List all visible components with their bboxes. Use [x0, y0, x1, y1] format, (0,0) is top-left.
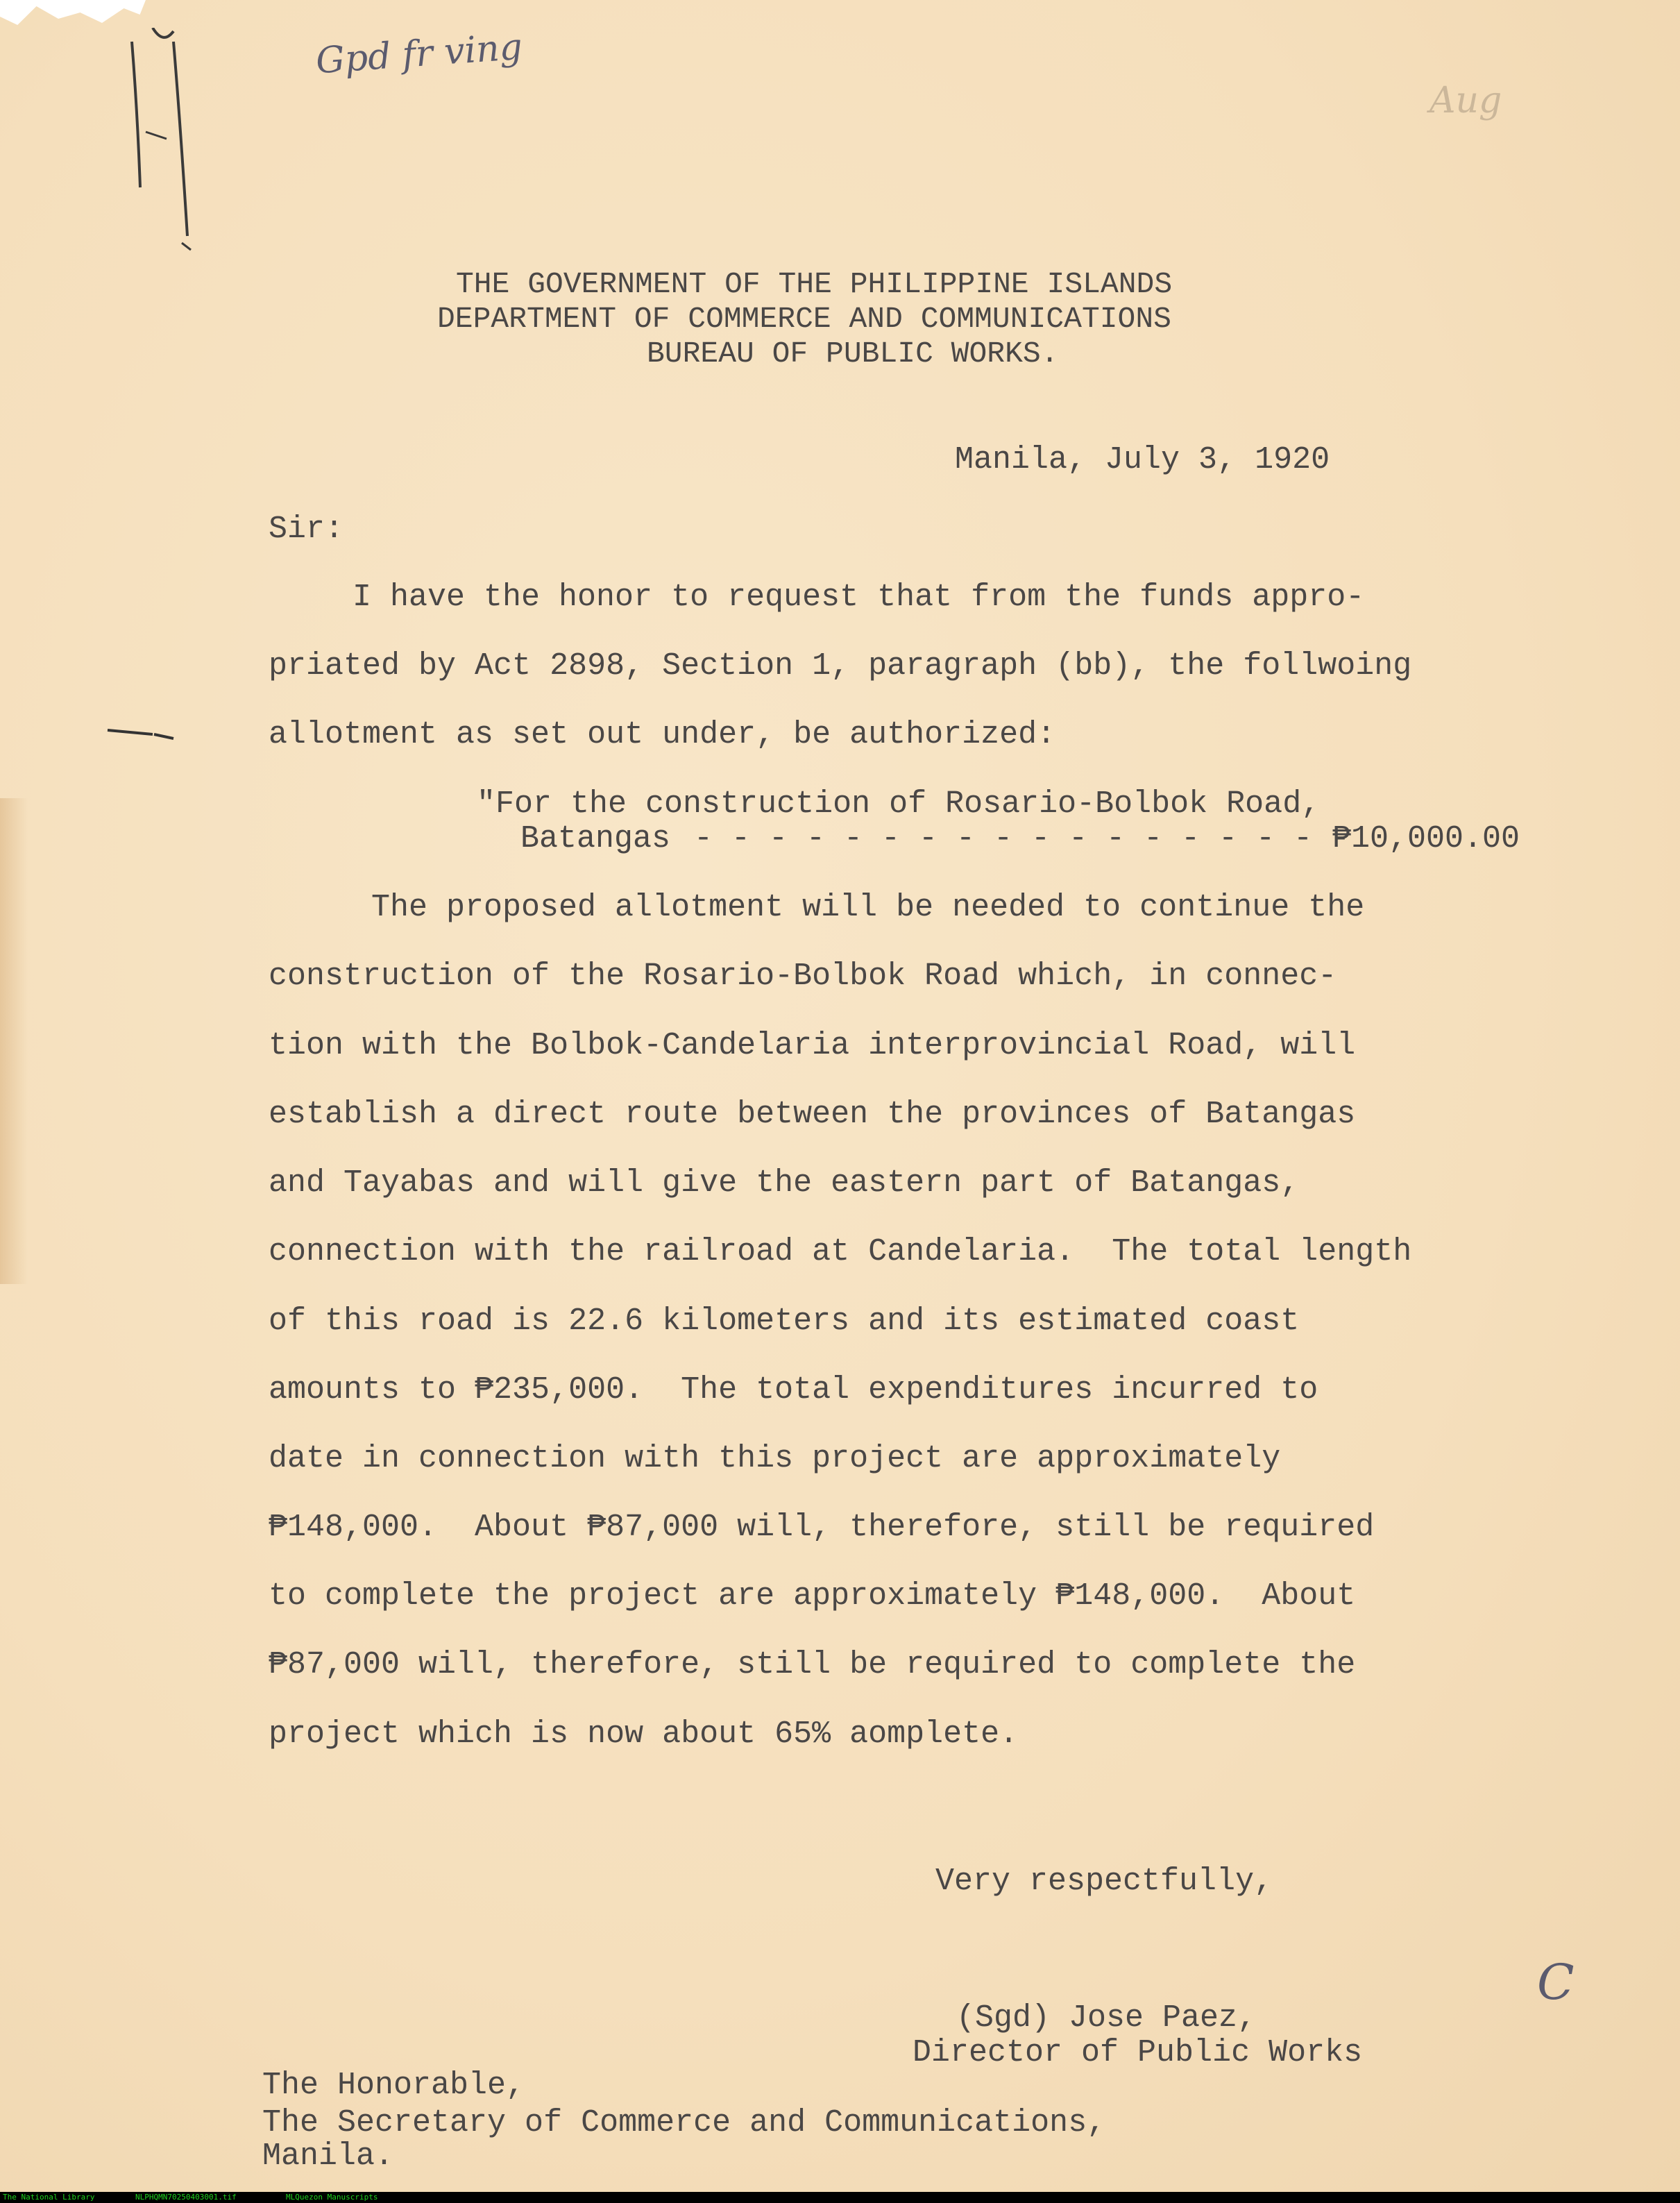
- paragraph-line-11: to complete the project are approximately ₱148,000. About: [269, 1578, 1356, 1614]
- handwritten-note: Gpd fr ving: [314, 26, 524, 83]
- pencil-stroke-4: [182, 243, 191, 250]
- addressee-line-1: The Honorable,: [262, 2068, 525, 2103]
- torn-corner: [0, 0, 146, 42]
- paragraph-line-10: ₱148,000. About ₱87,000 will, therefore, still be required: [269, 1510, 1375, 1545]
- paragraph-line-5: and Tayabas and will give the eastern part of Batangas,: [269, 1165, 1300, 1201]
- edge-stain: [0, 798, 28, 1284]
- pencil-stroke-1: [132, 42, 140, 187]
- signature-name: (Sgd) Jose Paez,: [956, 2000, 1257, 2036]
- margin-mark: C: [1537, 1954, 1575, 2011]
- body-line-3: allotment as set out under, be authorized:: [269, 717, 1056, 752]
- salutation: Sir:: [269, 512, 344, 547]
- paragraph-line-8: amounts to ₱235,000. The total expenditures incurred to: [269, 1372, 1318, 1408]
- addressee-line-2: The Secretary of Commerce and Communications,: [262, 2105, 1106, 2141]
- margin-dash-mark: [104, 722, 180, 743]
- footer-collection: MLQuezon Manuscripts: [286, 2193, 378, 2202]
- pencil-stroke-5: [153, 28, 173, 37]
- paragraph-line-13: project which is now about 65% aomplete.: [269, 1716, 1019, 1752]
- date-line: Manila, July 3, 1920: [955, 442, 1330, 478]
- letterhead-line-3: BUREAU OF PUBLIC WORKS.: [647, 337, 1059, 371]
- body-line-2: priated by Act 2898, Section 1, paragraph (bb), the follwoing: [269, 648, 1412, 684]
- allotment-name: Batangas: [520, 821, 671, 856]
- paragraph-line-4: establish a direct route between the provinces of Batangas: [269, 1097, 1356, 1132]
- addressee-line-3: Manila.: [262, 2138, 394, 2174]
- paragraph-line-2: construction of the Rosario-Bolbok Road which, in connec-: [269, 959, 1337, 994]
- pencil-stroke-2: [173, 42, 187, 236]
- pencil-stroke-3: [146, 132, 167, 139]
- closing: Very respectfully,: [935, 1864, 1273, 1899]
- paragraph-line-7: of this road is 22.6 kilometers and its estimated coast: [269, 1303, 1300, 1339]
- paragraph-line-9: date in connection with this project are approximately: [269, 1441, 1281, 1476]
- paragraph-line-12: ₱87,000 will, therefore, still be required to complete the: [269, 1647, 1356, 1682]
- allotment-line-1: "For the construction of Rosario-Bolbok Road,: [477, 786, 1321, 822]
- signature-title: Director of Public Works: [913, 2035, 1363, 2070]
- pencil-marks: [125, 28, 222, 264]
- paragraph-line-1: The proposed allotment will be needed to continue the: [371, 890, 1365, 925]
- allotment-dashes: - - - - - - - - - - - - - - - - - -: [694, 821, 1350, 856]
- paragraph-line-3: tion with the Bolbok-Candelaria interprovincial Road, will: [269, 1028, 1356, 1063]
- paragraph-line-6: connection with the railroad at Candelaria. The total length: [269, 1234, 1412, 1269]
- scan-footer: [0, 2192, 1680, 2203]
- faint-stamp: Aug: [1429, 80, 1502, 121]
- footer-file: NLPHQMN70250403001.tif: [135, 2193, 237, 2202]
- allotment-amount: ₱10,000.00: [1332, 821, 1520, 856]
- footer-library: The National Library: [3, 2193, 95, 2202]
- letterhead-line-2: DEPARTMENT OF COMMERCE AND COMMUNICATIONS: [437, 302, 1171, 336]
- letterhead-line-1: THE GOVERNMENT OF THE PHILIPPINE ISLANDS: [456, 267, 1173, 301]
- body-line-1: I have the honor to request that from the funds appro-: [353, 580, 1365, 615]
